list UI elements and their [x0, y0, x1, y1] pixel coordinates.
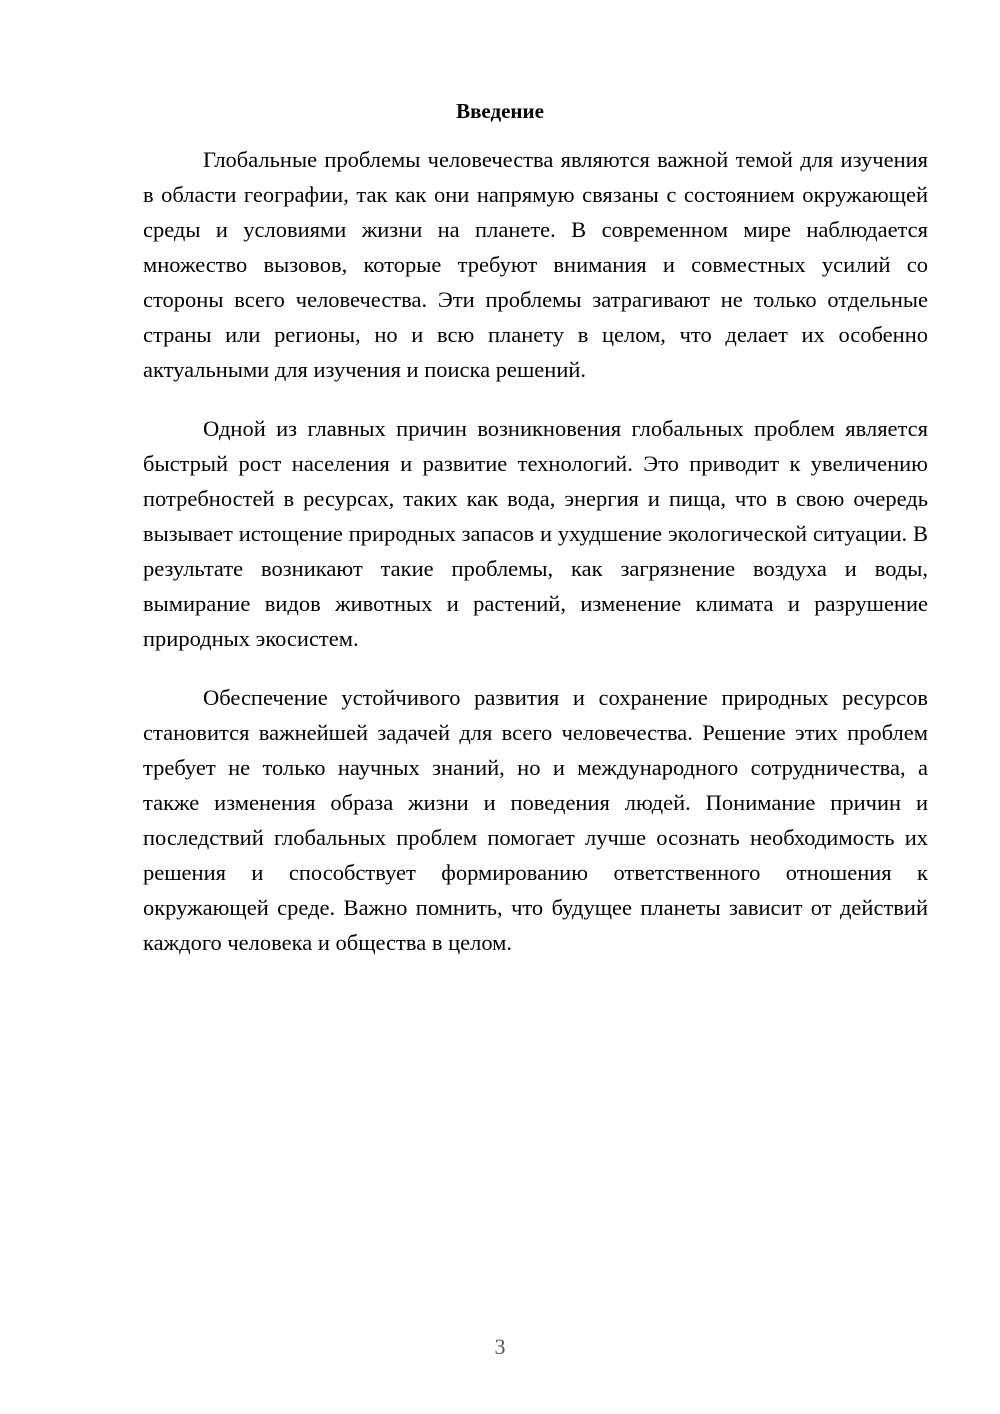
page-number: 3: [494, 1334, 506, 1359]
body-text: [143, 142, 928, 984]
paragraph-3: Обеспечение устойчивого развития и сохранение природных ресурсов становится важнейшей задачей для всего человечества. Решение этих проблем требует не только научных знаний, но и международного сотрудничества, а также изменения образа жизни и поведения людей. Понимание причин и последствий глобальных проблем помогает лучше осознать необходимость их решения и способствует формированию ответственного отношения к окружающей среде. Важно помнить, что будущее планеты зависит от действий каждого человека и общества в целом.: [143, 685, 928, 955]
paragraph-1: Глобальные проблемы человечества являются важной темой для изучения в области географии, так как они напрямую связаны с состоянием окружающей среды и условиями жизни на планете. В современном мире наблюдается множество вызовов, которые требуют внимания и совместных усилий со стороны всего человечества. Эти проблемы затрагивают не только отдельные страны или регионы, но и всю планету в целом, что делает их особенно актуальными для изучения и поиска решений.: [143, 147, 928, 382]
paragraph-2: Одной из главных причин возникновения глобальных проблем является быстрый рост населения и развитие технологий. Это приводит к увеличению потребностей в ресурсах, таких как вода, энергия и пища, что в свою очередь вызывает истощение природных запасов и ухудшение экологической ситуации. В результате возникают такие проблемы, как загрязнение воздуха и воды, вымирание видов животных и растений, изменение климата и разрушение природных экосистем.: [143, 416, 928, 651]
section-heading: Введение: [456, 99, 544, 123]
